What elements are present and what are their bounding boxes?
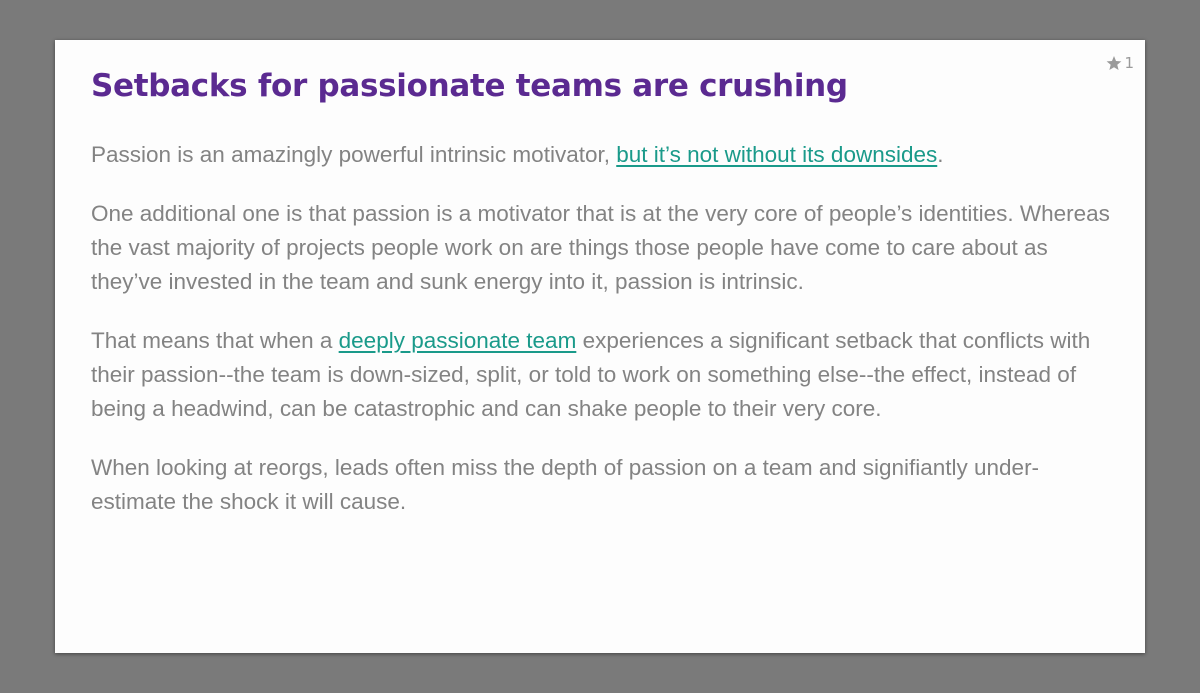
paragraph-3-text-before: That means that when a [91,328,339,353]
star-count: 1 [1124,54,1134,72]
paragraph-1-text-after: . [937,142,944,167]
downsides-link[interactable]: but it’s not without its downsides [616,142,938,167]
paragraph-4: When looking at reorgs, leads often miss the depth of passion on a team and signifiantly under-estimate the shock it will cause. [91,455,1040,514]
paragraph-2: One additional one is that passion is a motivator that is at the very core of people’s identities. Whereas the vast majority of projects people work on are things those people have come to care about as they’ve invested in the team and sunk energy into it, passion is intrinsic. [91,201,1110,294]
slide-title: Setbacks for passionate teams are crushing [91,68,848,104]
star-badge[interactable] [1106,54,1134,72]
star-icon [1106,56,1122,71]
deeply-passionate-team-link[interactable]: deeply passionate team [338,328,577,353]
slide-card [55,40,1145,653]
paragraph-1-text-before: Passion is an amazingly powerful intrinsic motivator, [91,142,617,167]
paragraph-3 [91,324,1116,426]
paragraph-3-text-after: experiences a significant setback that conflicts with their passion--the team is down-sized, split, or told to work on something else--the effect, instead of being a headwind, can be catastrophic and can shake people to their very core. [91,328,1091,421]
paragraph-1 [91,138,1116,172]
slide-body [91,138,1116,544]
